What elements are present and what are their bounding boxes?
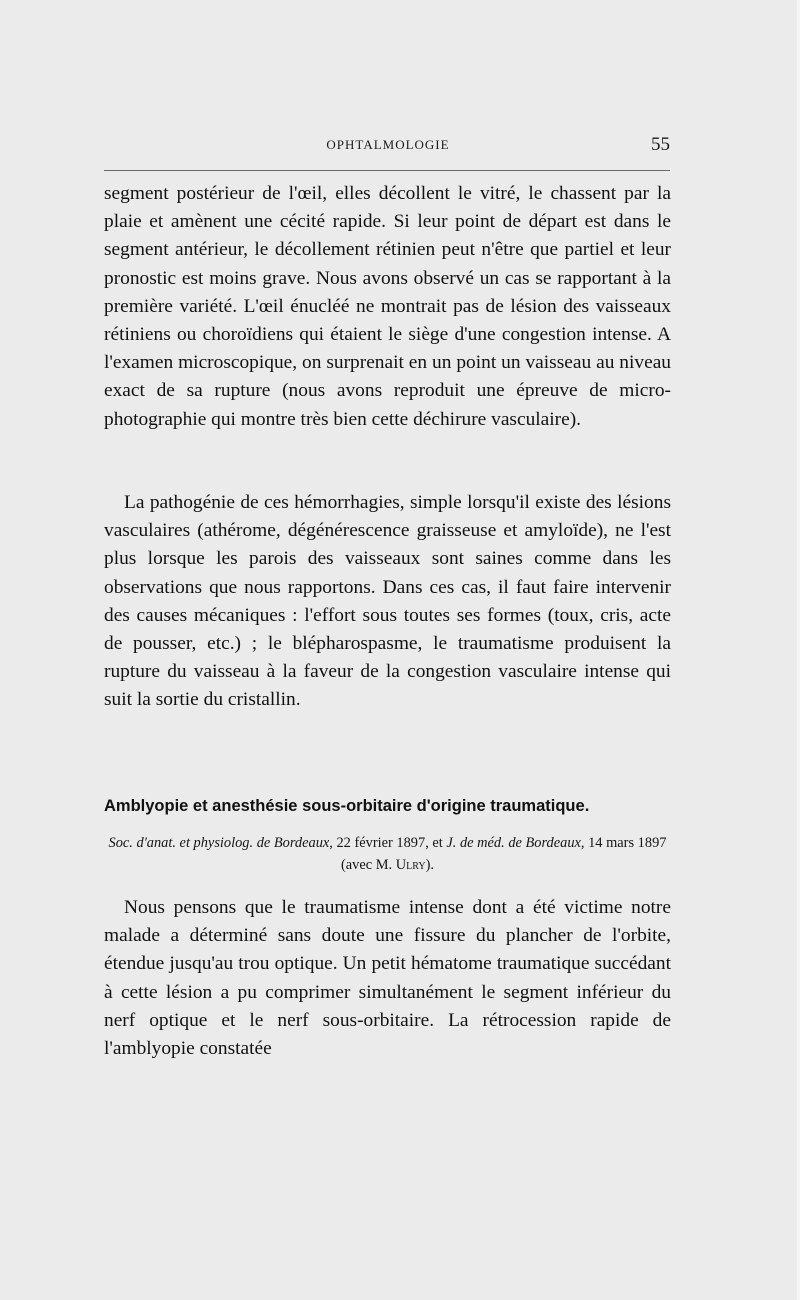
citation-end: ). <box>425 857 434 873</box>
citation-society: Soc. d'anat. et physiolog. de Bordeaux, <box>108 835 333 851</box>
running-head: OPHTALMOLOGIE <box>326 137 450 152</box>
paragraph-3: Nous pensons que le traumatisme intense dont a été victime notre malade a déterminé sans doute une fissure du plancher de l'orbite, étendue jusqu'au trou optique. Un petit hématome traumatique succédant à cette lésion a pu comprimer simultanément le segment inférieur du nerf optique et le nerf sous-orbitaire. La rétrocession rapide de l'amblyopie constatée <box>104 897 671 1060</box>
citation-date-1: 22 février 1897, et <box>332 835 447 851</box>
section-title: Amblyopie et anesthésie sous-orbitaire d'origine traumatique. <box>104 797 590 815</box>
citation-coauthor: Ulry <box>395 857 426 873</box>
citation-date-2: 14 mars 1897 (avec M. <box>341 835 667 873</box>
paragraph-2: La pathogénie de ces hémorrhagies, simple lorsqu'il existe des lésions vasculaires (athérome, dégénérescence graisseuse et amyloïde), ne l'est plus lorsque les parois des vaisseaux sont saines comme dans les observations que nous rapportons. Dans ces cas, il faut faire intervenir des causes mécaniques : l'effort sous toutes ses formes (toux, cris, acte de pousser, etc.) ; le blépharospasme, le traumatisme produisent la rupture du vaisseau à la faveur de la congestion vasculaire intense qui suit la sortie du cristallin. <box>104 492 671 711</box>
section-citation <box>104 832 671 876</box>
page-header <box>104 134 672 158</box>
page-number: 55 <box>651 134 670 155</box>
paragraph-1: segment postérieur de l'œil, elles décollent le vitré, le chassent par la plaie et amènent une cécité rapide. Si leur point de départ est dans le segment antérieur, le décollement rétinien peut n'être que partiel et leur pronostic est moins grave. Nous avons observé un cas se rapportant à la première variété. L'œil énucléé ne montrait pas de lésion des vaisseaux rétiniens ou choroïdiens qui étaient le siège d'une congestion intense. A l'examen microscopique, on surprenait en un point un vaisseau au niveau exact de sa rupture (nous avons reproduit une épreuve de micro-photographie qui montre très bien cette déchirure vasculaire). <box>104 183 671 430</box>
header-rule <box>104 170 670 171</box>
citation-journal: J. de méd. de Bordeaux, <box>446 835 585 851</box>
